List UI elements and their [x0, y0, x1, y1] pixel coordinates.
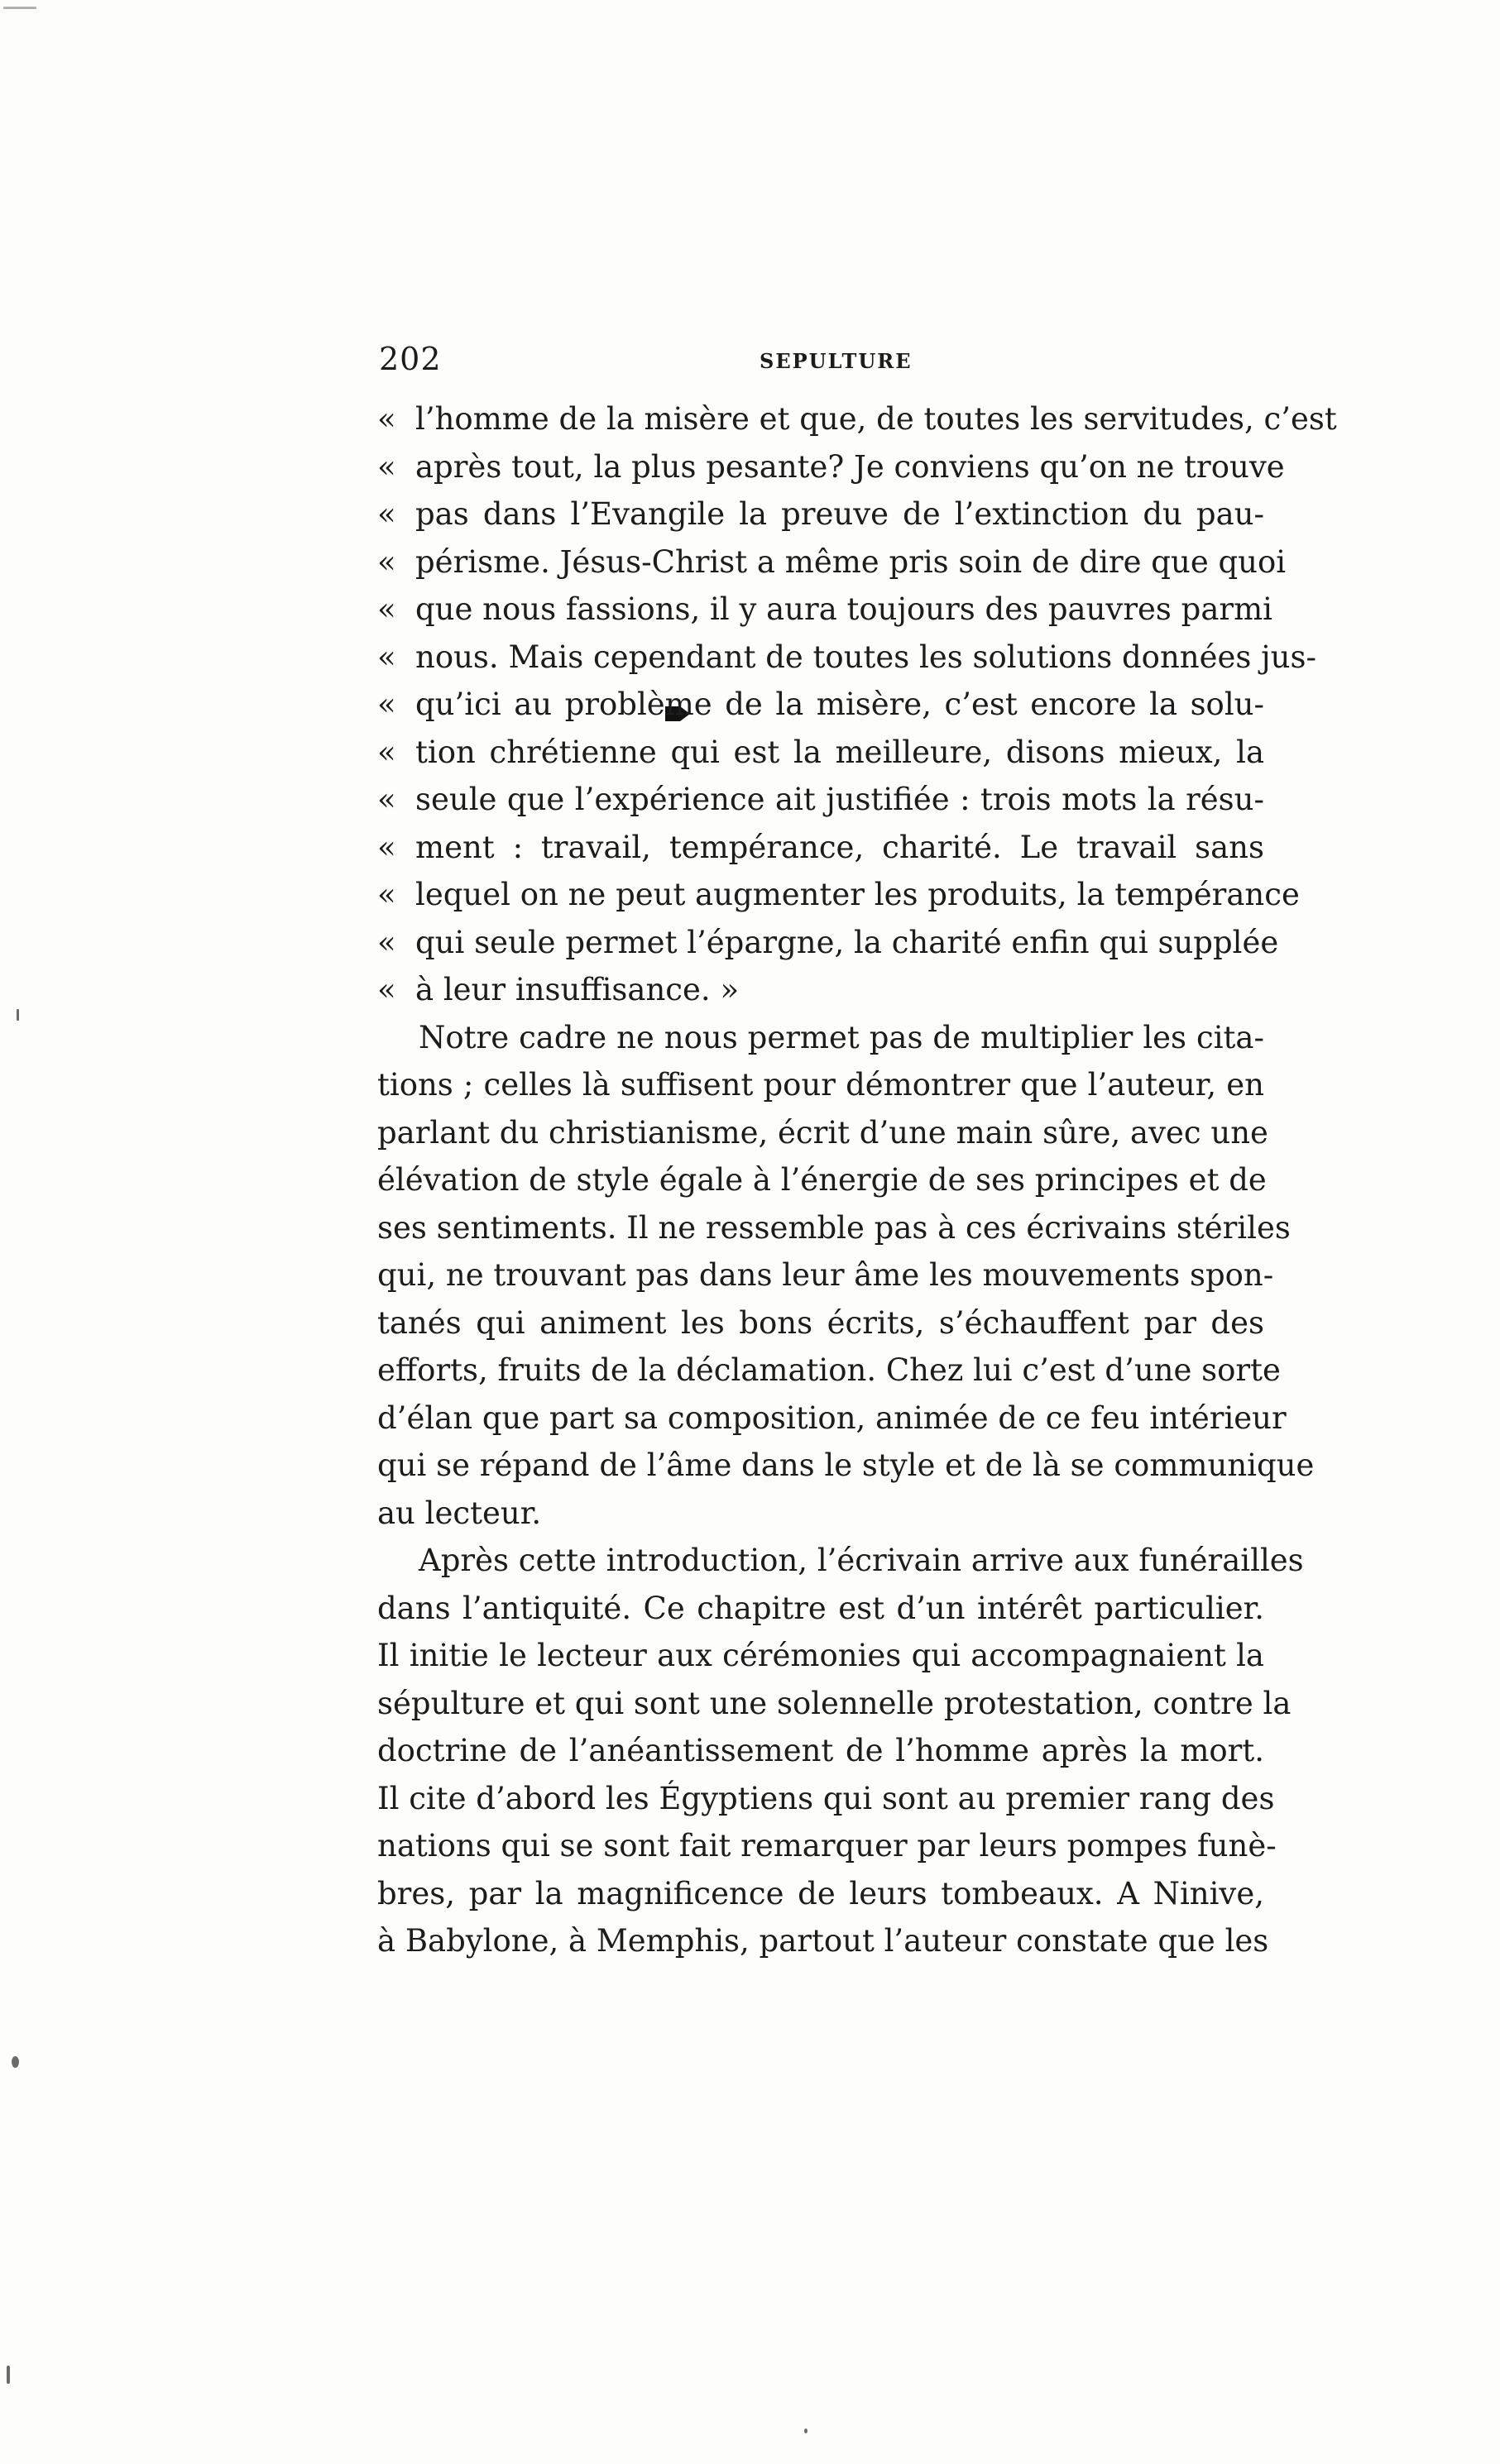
text-line: nations qui se sont fait remarquer par leurs pompes funè- — [377, 1828, 1277, 1864]
quote-mark: « — [377, 972, 396, 1007]
text-line: bres, par la magnificence de leurs tombeaux. A Ninive, — [377, 1875, 1264, 1911]
quote-mark: « — [377, 877, 396, 912]
text-line: Après cette introduction, l’écrivain arrive aux funérailles — [419, 1543, 1304, 1578]
quote-line: « pas dans l’Evangile la preuve de l’extinction du pau- — [377, 490, 1264, 538]
text-line: tions ; celles là suffisent pour démontrer que l’auteur, en — [377, 1067, 1264, 1103]
quote-mark: « — [377, 782, 396, 817]
scan-speck — [17, 1009, 19, 1021]
quote-mark: « — [377, 448, 396, 485]
text-line: doctrine de l’anéantissement de l’homme après la mort. — [377, 1733, 1264, 1768]
scan-speck — [3, 7, 36, 9]
quote-line: « tion chrétienne qui est la meilleure, disons mieux, la — [377, 729, 1264, 777]
text-line: d’élan que part sa composition, animée de ce feu intérieur — [377, 1399, 1287, 1436]
quote-line: « nous. Mais cependant de toutes les solutions données jus- — [377, 634, 1264, 682]
quote-mark: « — [377, 401, 396, 437]
text-line: dans l’antiquité. Ce chapitre est d’un intérêt particulier. — [377, 1590, 1264, 1626]
quote-line: « après tout, la plus pesante? Je conviens qu’on ne trouve — [377, 443, 1264, 491]
quote-line: « seule que l’expérience ait justifiée : trois mots la résu- — [377, 776, 1264, 824]
scan-speck — [7, 2366, 10, 2384]
quote-line: « à leur insuffisance. » — [377, 966, 1264, 1014]
quote-mark: « — [377, 687, 396, 722]
quote-line: « périsme. Jésus-Christ a même pris soin de dire que quoi — [377, 538, 1264, 586]
quote-mark: « — [377, 543, 396, 580]
text-line: Il initie le lecteur aux cérémonies qui accompagnaient la — [377, 1638, 1264, 1673]
quote-line: « que nous fassions, il y aura toujours des pauvres parmi — [377, 586, 1264, 634]
quote-mark: « — [377, 639, 396, 675]
running-title: SEPULTURE — [760, 349, 913, 373]
text-line: sépulture et qui sont une solennelle protestation, contre la — [377, 1685, 1292, 1721]
quote-line: « lequel on ne peut augmenter les produits, la tempérance — [377, 871, 1264, 919]
text-line: efforts, fruits de la déclamation. Chez lui c’est d’une sorte — [377, 1352, 1281, 1388]
scan-speck — [12, 2056, 19, 2068]
text-line: élévation de style égale à l’énergie de ses principes et de — [377, 1162, 1267, 1198]
scan-speck — [804, 2428, 808, 2433]
text-line: Il cite d’abord les Égyptiens qui sont au premier rang des — [377, 1780, 1275, 1816]
quote-mark: « — [377, 591, 396, 627]
text-line: qui, ne trouvant pas dans leur âme les mouvements spon- — [377, 1257, 1274, 1293]
text-line: à Babylone, à Memphis, partout l’auteur constate que les — [377, 1923, 1269, 1959]
quote-mark: « — [377, 496, 396, 532]
page-number: 202 — [379, 341, 442, 377]
quote-mark: « — [377, 734, 396, 770]
text-line: ses sentiments. Il ne ressemble pas à ces écrivains stériles — [377, 1209, 1291, 1246]
quote-block — [377, 395, 1337, 1014]
quote-line: « l’homme de la misère et que, de toutes les servitudes, c’est — [377, 395, 1264, 443]
quote-mark: « — [377, 829, 396, 865]
paragraph — [377, 1014, 1315, 1538]
quote-line: « qu’ici au problème de la misère, c’est encore la solu- — [377, 681, 1264, 729]
quote-line: « qui seule permet l’épargne, la charité enfin qui supplée — [377, 919, 1264, 967]
paragraph — [377, 1537, 1304, 1965]
text-line: au lecteur. — [377, 1495, 542, 1531]
body-text — [377, 395, 1337, 1965]
text-line: Notre cadre ne nous permet pas de multiplier les cita- — [419, 1019, 1264, 1055]
quote-line: « ment : travail, tempérance, charité. Le travail sans — [377, 824, 1264, 872]
text-line: tanés qui animent les bons écrits, s’échauffent par des — [377, 1304, 1264, 1341]
quote-mark: « — [377, 924, 396, 960]
text-line: qui se répand de l’âme dans le style et de là se communique — [377, 1447, 1315, 1483]
text-line: parlant du christianisme, écrit d’une main sûre, avec une — [377, 1114, 1268, 1151]
running-head — [379, 341, 1264, 390]
